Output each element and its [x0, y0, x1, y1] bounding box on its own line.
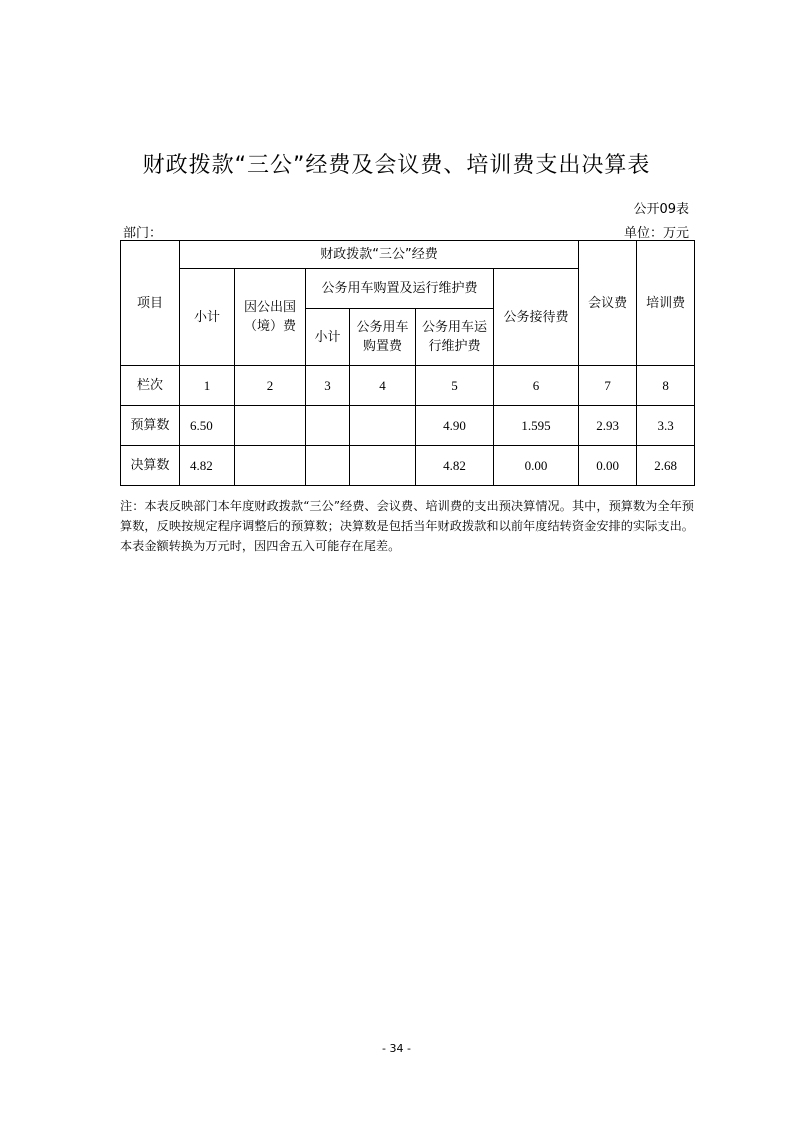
table-cell: 0.00 [579, 446, 637, 486]
header-vehicle-purchase: 公务用车购置费 [350, 309, 416, 366]
header-subtotal: 小计 [180, 269, 235, 366]
page-number: - 34 - [382, 1042, 411, 1055]
header-training: 培训费 [637, 241, 695, 366]
table-cell: 7 [579, 366, 637, 406]
table-cell: 3 [306, 366, 350, 406]
table-cell: 2.93 [579, 406, 637, 446]
table-cell: 3.3 [637, 406, 695, 446]
header-vehicle-operation: 公务用车运行维护费 [416, 309, 494, 366]
table-cell: 2.68 [637, 446, 695, 486]
table-cell [235, 446, 306, 486]
table-cell: 4.82 [416, 446, 494, 486]
expense-table [120, 240, 695, 486]
table-cell [350, 446, 416, 486]
table-cell: 6 [494, 366, 579, 406]
table-cell [350, 406, 416, 446]
table-cell: 4.82 [180, 446, 235, 486]
unit-label: 单位：万元 [623, 226, 689, 241]
table-cell: 6.50 [180, 406, 235, 446]
row-label: 决算数 [121, 446, 180, 486]
header-reception: 公务接待费 [494, 269, 579, 366]
table-cell [306, 406, 350, 446]
table-cell: 5 [416, 366, 494, 406]
row-label: 预算数 [121, 406, 180, 446]
table-cell: 1.595 [494, 406, 579, 446]
header-meeting: 会议费 [579, 241, 637, 366]
table-note: 注：本表反映部门本年度财政拨款“三公”经费、会议费、培训费的支出预决算情况。其中，预算数为全年预算数，反映按规定程序调整后的预算数；决算数是包括当年财政拨款和以前年度结转资金安排的实际支出。本表金额转换为万元时，因四舍五入可能存在尾差。 [120, 499, 694, 553]
row-label: 栏次 [121, 366, 180, 406]
table-cell: 8 [637, 366, 695, 406]
header-item: 项目 [121, 241, 180, 366]
table-cell: 0.00 [494, 446, 579, 486]
table-cell: 4.90 [416, 406, 494, 446]
table-cell [306, 446, 350, 486]
table-row [121, 446, 695, 486]
form-number: 公开09表 [633, 202, 689, 217]
table-cell: 1 [180, 366, 235, 406]
header-vehicle-subtotal: 小计 [306, 309, 350, 366]
header-sangong: 财政拨款“三公”经费 [180, 241, 579, 269]
page-title: 财政拨款“三公”经费及会议费、培训费支出决算表 [142, 153, 651, 178]
table-cell: 2 [235, 366, 306, 406]
department-label: 部门： [123, 226, 163, 241]
table-row [121, 366, 695, 406]
table-cell [235, 406, 306, 446]
table-row [121, 406, 695, 446]
header-abroad: 因公出国（境）费 [235, 269, 306, 366]
table-cell: 4 [350, 366, 416, 406]
header-vehicle: 公务用车购置及运行维护费 [306, 269, 494, 309]
